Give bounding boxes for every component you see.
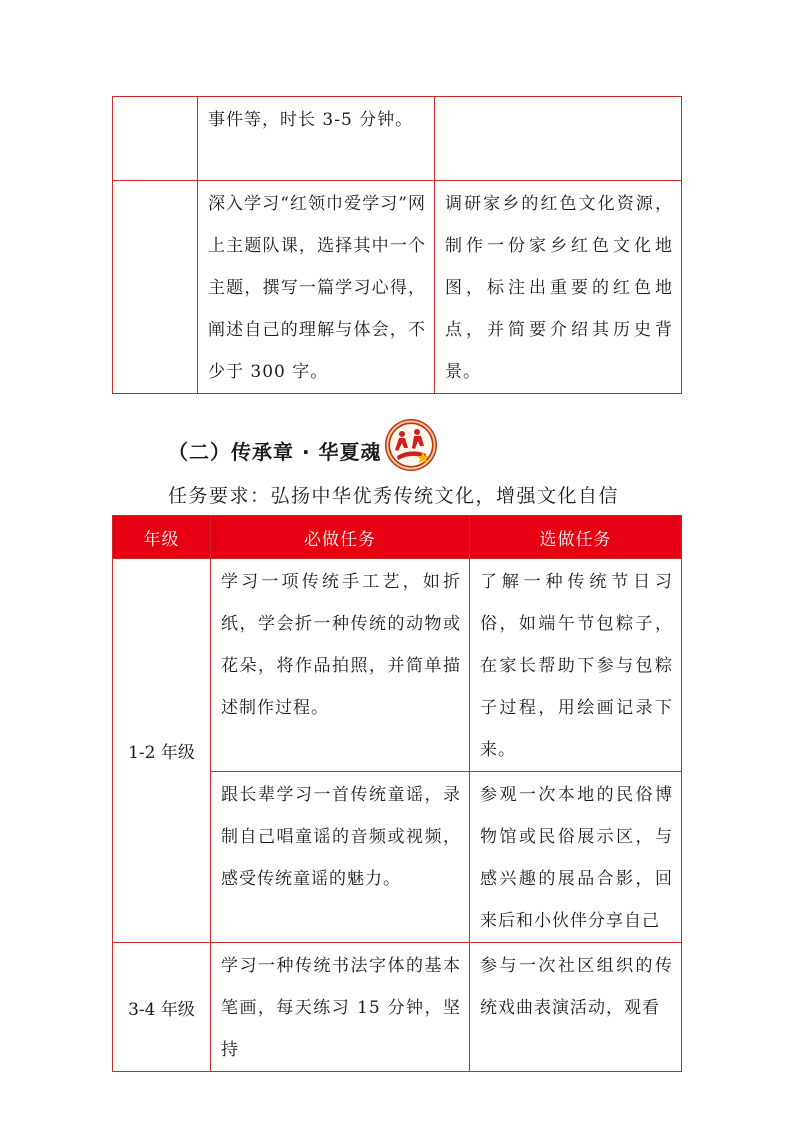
required-task-text: 学习一种传统书法字体的基本笔画，每天练习 15 分钟，坚持 (221, 956, 461, 1060)
table-header-row (113, 516, 682, 559)
table-row (113, 97, 682, 181)
optional-task-cell (470, 943, 682, 1072)
required-task-text: 跟长辈学习一首传统童谣，录制自己唱童谣的音频或视频，感受传统童谣的魅力。 (221, 785, 461, 889)
table-row (113, 559, 682, 772)
required-task-cell (211, 559, 470, 772)
header-grade: 年级 (113, 516, 211, 559)
optional-task-text: 调研家乡的红色文化资源，制作一份家乡红色文化地图，标注出重要的红色地点，并简要介绍其历史背景。 (445, 194, 673, 382)
required-task-cell (211, 772, 470, 943)
grade-cell: 1-2 年级 (113, 559, 211, 943)
optional-task-text: 参观一次本地的民俗博物馆或民俗展示区，与感兴趣的展品合影，回来后和小伙伴分享自己 (480, 785, 673, 931)
optional-task-cell (470, 772, 682, 943)
required-task-text: 事件等，时长 3-5 分钟。 (208, 110, 414, 130)
grade-cell (113, 181, 198, 394)
task-requirement: 任务要求：弘扬中华优秀传统文化，增强文化自信 (168, 485, 620, 507)
required-task-text: 深入学习“红领巾爱学习”网上主题队课，选择其中一个主题，撰写一篇学习心得，阐述自己的理解与体会，不少于 300 字。 (208, 194, 426, 382)
table-row (113, 181, 682, 394)
required-task-text: 学习一项传统手工艺，如折纸，学会折一种传统的动物或花朵，将作品拍照，并简单描述制作过程。 (221, 572, 461, 718)
optional-task-text: 参与一次社区组织的传统戏曲表演活动，观看 (480, 956, 673, 1018)
china-badge-icon (384, 418, 438, 472)
required-task-cell (211, 943, 470, 1072)
optional-task-cell (470, 559, 682, 772)
section-title: （二）传承章 · 华夏魂 (168, 440, 382, 464)
grade-cell: 3-4 年级 (113, 943, 211, 1072)
optional-task-cell (435, 97, 682, 181)
header-optional: 选做任务 (470, 516, 682, 559)
optional-task-text: 了解一种传统节日习俗，如端午节包粽子，在家长帮助下参与包粽子过程，用绘画记录下来。 (480, 572, 673, 760)
optional-task-text (435, 97, 681, 99)
table-row (113, 943, 682, 1072)
continued-task-table (112, 96, 682, 394)
header-required: 必做任务 (211, 516, 470, 559)
required-task-cell (198, 97, 435, 181)
heritage-task-table (112, 515, 682, 1072)
grade-cell (113, 97, 198, 181)
required-task-cell (198, 181, 435, 394)
optional-task-cell (435, 181, 682, 394)
